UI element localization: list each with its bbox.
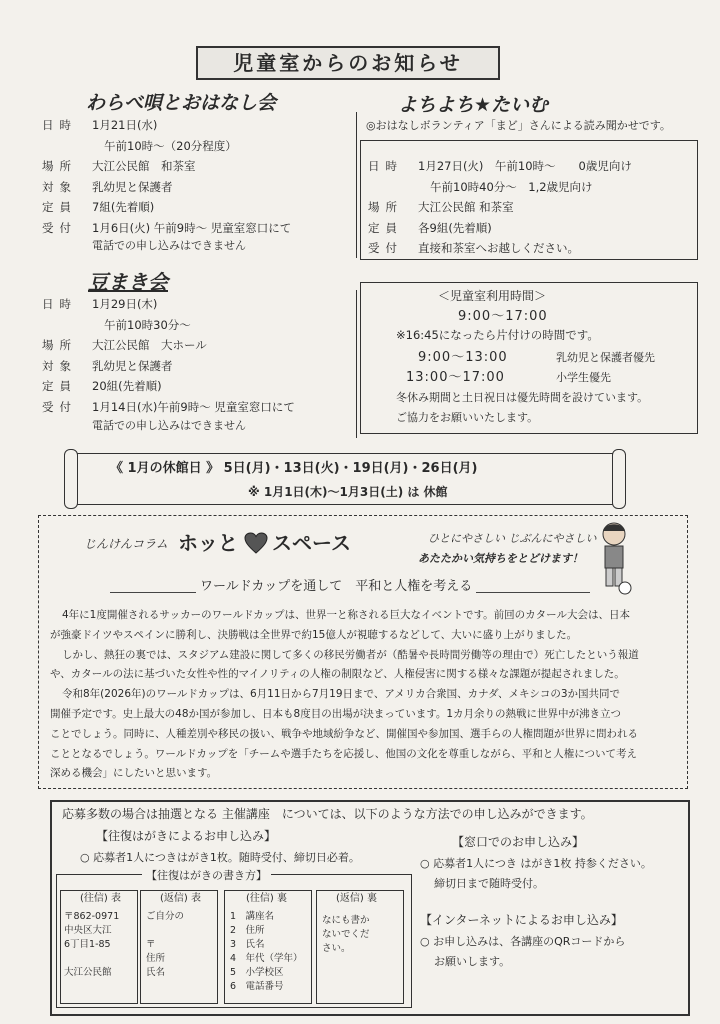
hours-title: ＜児童室利用時間＞ [438, 289, 547, 303]
card-line: 住所 [146, 953, 166, 964]
warabe-row-value: 大江公民館 和茶室 [92, 159, 196, 173]
closed-days-line1: 《 1月の休館日 》 5日(月)・13日(火)・19日(月)・26日(月) [110, 461, 478, 476]
hours-main: 9:00～17:00 [458, 309, 548, 324]
yochi-row [368, 179, 593, 195]
card-line: 1 講座名 [230, 911, 275, 922]
mamemaki-row [42, 358, 173, 374]
column-body-line: ことでしょう。同時に、人種差別や移民の扱い、戦争や地域紛争など、開催国や参加国、選手らの人権問題が世界に問われる [50, 727, 638, 740]
card-reply-front-head: (返信) 表 [160, 893, 201, 904]
card-outgoing-back-head: (往信) 裏 [246, 893, 287, 904]
column-body-line: しかし、熱狂の裏では、スタジアム建設に関して多くの移民労働者が（酷暑や長時間労働等の理由で）死亡したという報道 [62, 648, 639, 661]
mamemaki-row-value: 午前10時30分～ [104, 317, 191, 332]
window-title: 【窓口でのお申し込み】 [452, 835, 585, 849]
window-desc2: 締切日まで随時受付。 [434, 877, 544, 890]
mamemaki-row-value: 乳幼児と保護者 [92, 358, 173, 373]
hours-slot2-who: 小学生優先 [556, 371, 611, 384]
postcard-title: 【往復はがきによるお申し込み】 [96, 829, 277, 843]
hours-note1: 冬休み期間と土日祝日は優先時間を設けています。 [396, 391, 649, 404]
mamemaki-row-value: 1月14日(水)午前9時～ 児童室窓口にて [92, 399, 295, 414]
warabe-row [42, 179, 173, 195]
card-line: さい。 [322, 943, 351, 954]
warabe-row [42, 117, 157, 133]
column-body-line: 開催予定です。史上最大の48か国が参加し、日本も8度目の出場が決まっています。1カ月余りの熱戦に世界中が沸き立つ [50, 708, 622, 720]
mamemaki-row-value: 大江公民館 大ホール [92, 338, 207, 352]
header-banner [196, 46, 500, 80]
card-line: 中央区大江 [64, 925, 112, 936]
column-title-a: ホッと [178, 531, 238, 555]
yochi-row-label: 受付 [368, 241, 403, 255]
warabe-row-label: 対象 [42, 179, 77, 194]
card-line: 3 氏名 [230, 939, 265, 950]
mamemaki-row-label [42, 317, 92, 333]
column-slogan2: あたたかい気持ちをとどけます！ [418, 552, 583, 565]
warabe-note: 電話での申し込みはできません [92, 239, 246, 252]
mamemaki-title: 豆まき会 [88, 270, 168, 294]
yochi-title: よちよち★たいむ [398, 94, 549, 116]
application-heading: 応募多数の場合は抽選となる 主催講座 については、以下のような方法での申し込みができます。 [62, 807, 593, 821]
yochi-row-value: 1月27日(火) 午前10時～ 0歳児向け [418, 159, 632, 173]
yochi-row-value: 各9組(先着順) [418, 220, 492, 235]
scroll-roll-right [612, 449, 626, 509]
mamemaki-row-label: 場所 [42, 338, 77, 352]
internet-desc1: ○ お申し込みは、各講座のQRコードから [420, 935, 626, 948]
yochi-row [368, 220, 492, 236]
card-line: 2 住所 [230, 925, 265, 936]
internet-desc2: お願いします。 [434, 955, 511, 968]
card-outgoing-front-head: (往信) 表 [80, 893, 121, 904]
yochi-row-label: 定員 [368, 220, 403, 235]
card-reply-back-head: (返信) 裏 [336, 893, 377, 904]
card-line: ご自分の [146, 911, 185, 922]
mamemaki-note: 電話での申し込みはできません [92, 419, 246, 432]
closed-days-line2: ※ 1月1日(木)～1月3日(土) は 休館 [248, 485, 448, 499]
card-line: 6 電話番号 [230, 981, 284, 992]
yochi-row [368, 240, 579, 256]
column-body-line: 4年に1度開催されるサッカーのワールドカップは、世界一と称される巨大なイベントです。前回のカタール大会は、日本 [62, 609, 630, 621]
warabe-row [42, 199, 154, 215]
page-title: 児童室からのお知らせ [233, 51, 463, 75]
warabe-row-label: 日時 [42, 118, 77, 132]
yochi-row [368, 158, 632, 174]
column-slogan1: ひとにやさしい じぶんにやさしい [428, 532, 597, 545]
yochi-row [368, 199, 514, 215]
mamemaki-row-label: 日時 [42, 297, 77, 311]
internet-title: 【インターネットによるお申し込み】 [420, 913, 623, 927]
warabe-row-label: 受付 [42, 220, 77, 235]
yochi-row-label [368, 179, 418, 195]
card-line: 氏名 [146, 967, 166, 978]
hours-slot2-time: 13:00～17:00 [406, 370, 505, 385]
yochi-intro: ◎おはなしボランティア「まど」さんによる読み聞かせです。 [366, 119, 671, 132]
card-line: 大江公民館 [64, 967, 112, 978]
yochi-row-label: 場所 [368, 200, 403, 214]
card-line: 4 年代（学年） [230, 953, 303, 964]
hours-note2: ご協力をお願いいたします。 [396, 411, 539, 424]
card-line: 6丁目1-85 [64, 939, 111, 950]
postcard-desc: ○ 応募者1人につきはがき1枚。随時受付、締切日必着。 [80, 851, 360, 864]
column-title-b: スペース [272, 531, 351, 555]
card-line: ないでくだ [322, 929, 370, 940]
warabe-row [42, 138, 237, 154]
column-subtitle: ワールドカップを通して 平和と人権を考える [196, 580, 476, 593]
card-line: 〒 [146, 939, 156, 950]
soccer-boy-illustration [594, 520, 634, 596]
heart-icon [244, 532, 268, 554]
mamemaki-row-label: 対象 [42, 358, 77, 373]
mamemaki-row-value: 20組(先着順) [92, 379, 162, 393]
yochi-row-value: 大江公民館 和茶室 [418, 200, 514, 214]
mamemaki-row-label: 定員 [42, 379, 77, 393]
mamemaki-row [42, 317, 191, 333]
mamemaki-row [42, 296, 157, 312]
column-body-line: や、カタールの法に基づいた女性や性的マイノリティの人権の制限など、人権侵害に関する様々な課題が提起されました。 [50, 668, 625, 681]
mamemaki-row [42, 337, 207, 353]
mamemaki-row [42, 399, 295, 415]
hours-slot1-time: 9:00～13:00 [418, 350, 508, 365]
column-body-line: が強豪ドイツやスペインに勝利し、決勝戦は全世界で約15億人が視聴するなどして、大いに盛り上がりました。 [50, 628, 578, 641]
warabe-row-value: 午前10時～（20分程度） [104, 138, 237, 153]
hours-cleanup: ※16:45になったら片付けの時間です。 [396, 328, 599, 342]
warabe-row-value: 乳幼児と保護者 [92, 179, 173, 194]
column-label: じんけんコラム [84, 537, 168, 551]
warabe-row-value: 1月21日(水) [92, 118, 158, 132]
mamemaki-row-value: 1月29日(木) [92, 297, 158, 311]
column-body-line: 令和8年(2026年)のワールドカップは、6月11日から7月19日まで、アメリカ合衆国、カナダ、メキシコの3か国共同で [62, 688, 621, 701]
window-desc1: ○ 応募者1人につき はがき1枚 持参ください。 [420, 857, 652, 870]
warabe-row-value: 7組(先着順) [92, 200, 155, 214]
card-line: 5 小学校区 [230, 967, 284, 978]
yochi-row-value: 午前10時40分～ 1,2歳児向け [430, 179, 593, 194]
column-body-line: こととなるでしょう。ワールドカップを「チームや選手たちを応援し、他国の文化を尊重しながら、平和と人権について考え [50, 747, 638, 760]
card-line: なにも書か [322, 915, 370, 926]
warabe-row [42, 158, 196, 174]
warabe-row-label: 定員 [42, 200, 77, 214]
yochi-row-label: 日時 [368, 159, 403, 173]
warabe-row [42, 220, 291, 236]
yochi-row-value: 直接和茶室へお越しください。 [418, 241, 579, 255]
hours-slot1-who: 乳幼児と保護者優先 [556, 351, 655, 364]
warabe-title: わらべ唄とおはなし会 [86, 92, 277, 114]
scroll-roll-left [64, 449, 78, 509]
warabe-row-label: 場所 [42, 159, 77, 173]
mamemaki-row [42, 378, 162, 394]
postcard-howto-title: 【往復はがきの書き方】 [142, 870, 271, 881]
warabe-row-value: 1月6日(火) 午前9時～ 児童室窓口にて [92, 220, 292, 235]
column-body-line: 深める機会」にしたいと思います。 [50, 767, 218, 780]
warabe-row-label [42, 138, 92, 154]
mamemaki-row-label: 受付 [42, 399, 77, 414]
card-line: 〒862-0971 [64, 911, 120, 922]
